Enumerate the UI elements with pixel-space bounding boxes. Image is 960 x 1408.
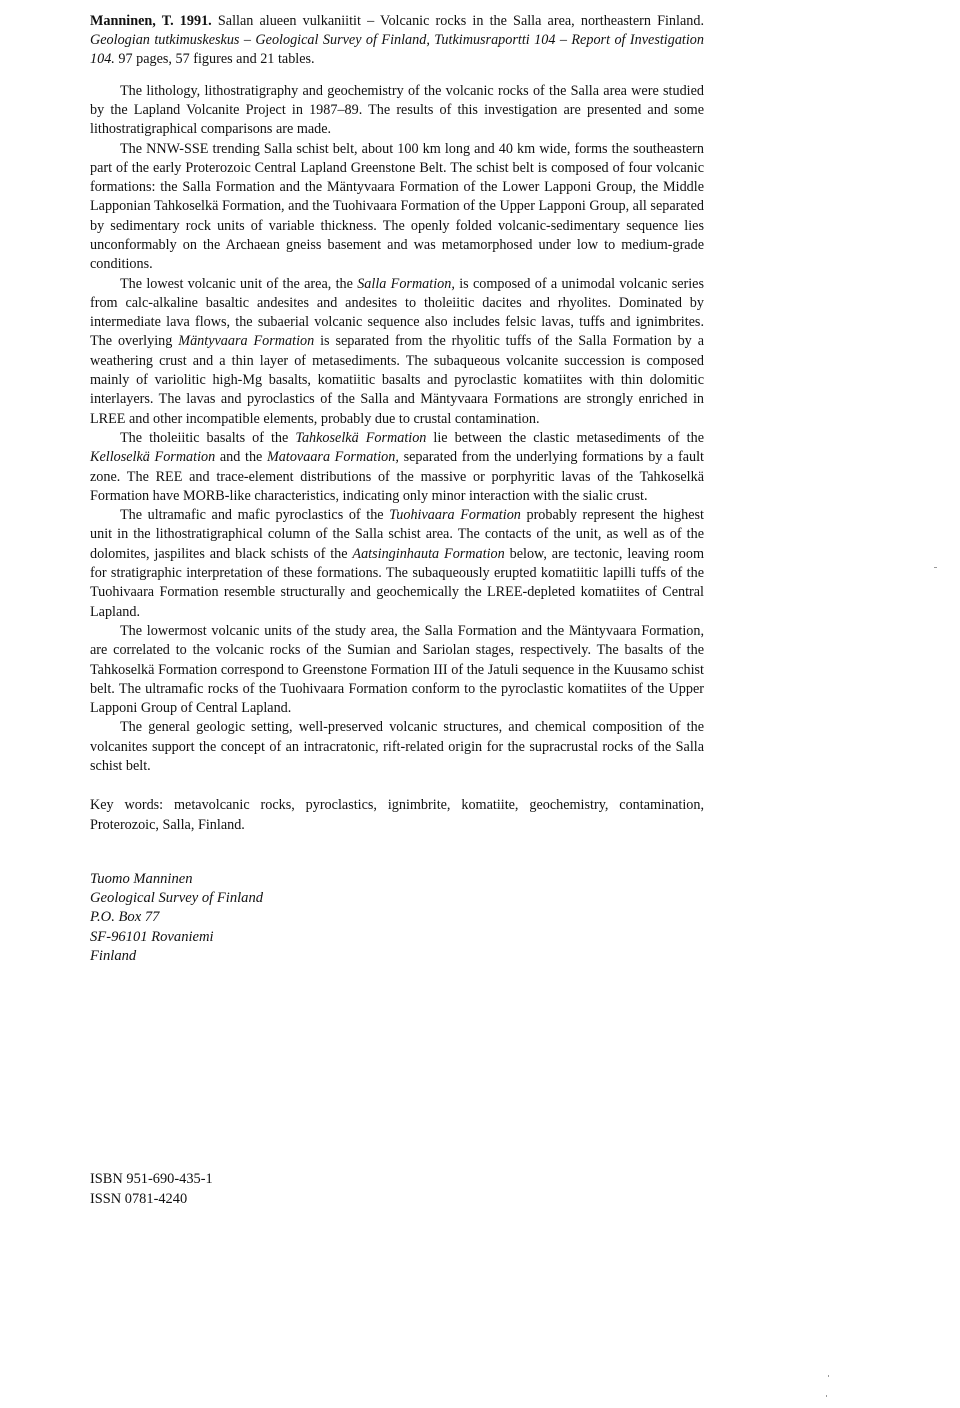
formation-name: Tahkoselkä Formation [295,429,427,446]
issn: ISSN 0781-4240 [90,1190,188,1207]
citation-author-year: Manninen, T. 1991. [90,13,212,29]
citation-series: Geologian tutkimuskeskus – Geological Survey of Finland, Tutkimusraportti 104 – Report of Investigation 104. [90,32,704,68]
text-run: is separated from the rhyolitic tuffs of the Salla Formation by a weathering crust and a thin layer of metasediments. The subaqueous volcanite succession is composed mainly of variolitic high-Mg basalts, komatiitic basalts and pyroclastic komatiites with thin dolomitic interlayers. The lavas and pyroclastics of the Salla and Mäntyvaara Formations are strongly enriched in LREE and other incompatible elements, probably due to crustal contamination. [90,333,704,427]
publication-identifiers [90,1170,213,1209]
text-run: probably represent the highest unit in the lithostratigraphical column of the Salla schist area. The contacts of the unit, as well as of the dolomites, jaspilites and black schists of the [90,507,704,562]
text-run: and the [215,449,267,466]
text-run: The lowest volcanic unit of the area, the [120,275,358,292]
abstract-paragraph: The lithology, lithostratigraphy and geochemistry of the volcanic rocks of the Salla area were studied by the Lapland Volcanite Project in 1987–89. The results of this investigation are presented and some lithostratigraphical comparisons are made. [90,82,704,138]
author-address [90,870,704,966]
abstract-paragraph: The general geologic setting, well-preserved volcanic structures, and chemical composition of the volcanites support the concept of an intracratonic, rift-related origin for the supracrustal rocks of the Salla schist belt. [90,719,704,774]
scan-speck [826,1395,827,1397]
address-line: SF-96101 Rovaniemi [90,928,214,945]
address-line: Geological Survey of Finland [90,890,264,907]
text-run: The ultramafic and mafic pyroclastics of the [120,507,390,524]
text-run: is composed of a unimodal volcanic series from calc-alkaline basaltic andesites and andesites to tholeiitic dacites and rhyolites. Dominated by intermediate lava flows, the subaerial volcanic sequence also includes felsic lavas, tuffs and ignimbrites. The overlying [90,275,704,350]
abstract-paragraph [90,275,704,429]
formation-name: Aatsinginhauta Formation [352,545,505,562]
abstract-paragraph: The NNW-SSE trending Salla schist belt, about 100 km long and 40 km wide, forms the southeastern part of the early Proterozoic Central Lapland Greenstone Belt. The schist belt is composed of four volcanic formations: the Salla Formation and the Mäntyvaara Formation of the Lower Lapponi Group, the Middle Lapponian Tahkoselkä Formation, and the Tuohivaara Formation of the Upper Lapponi Group, all separated by sedimentary rock units of variable thickness. The openly folded volcanic-sedimentary sequence lies unconformably on the Archaean gneiss basement and was metamorphosed under low to medium-grade conditions. [90,140,704,273]
formation-name: Kelloselkä Formation [90,449,216,466]
citation [90,12,704,70]
formation-name: Tuohivaara Formation [389,507,521,524]
citation-pages: 97 pages, 57 figures and 21 tables. [118,51,315,68]
formation-name: Salla Formation, [357,275,455,292]
address-line: P.O. Box 77 [90,909,160,926]
author-name: Tuomo Manninen [90,870,193,887]
abstract-paragraph: The lowermost volcanic units of the study area, the Salla Formation and the Mäntyvaara Formation, are correlated to the volcanic rocks of the Sumian and Sariolan stages, respectively. The basalts of the Tahkoselkä Formation correspond to Greenstone Formation III of the Jatuli sequence in the Kuusamo schist belt. The ultramafic rocks of the Tuohivaara Formation conform to the pyroclastic komatiites of the Upper Lapponi Group of Central Lapland. [90,622,704,717]
citation-title: Sallan alueen vulkaniitit – Volcanic rocks in the Salla area, northeastern Finland. [217,13,705,29]
isbn: ISBN 951-690-435-1 [90,1171,213,1187]
address-line: Finland [90,947,137,964]
text-run: separated from the underlying formations by a fault zone. The REE and trace-element distributions of the massive or porphyritic lavas of the Tahkoselkä Formation have MORB-like characteristics, indicating only minor interaction with the sialic crust. [90,449,704,504]
text-run: lie between the clastic metasediments of the [426,429,704,446]
scan-speck [934,567,937,568]
abstract-paragraph [90,506,704,622]
keywords: Key words: metavolcanic rocks, pyroclastics, ignimbrite, komatiite, geochemistry, contamination, Proterozoic, Salla, Finland. [90,797,704,833]
formation-name: Matovaara Formation, [266,449,399,466]
abstract [90,82,704,777]
text-run: The tholeiitic basalts of the [120,429,296,446]
text-run: below, are tectonic, leaving room for stratigraphic interpretation of these formations. The subaqueously erupted komatiitic lapilli tuffs of the Tuohivaara Formation resemble structurally and geochemically the LREE-depleted komatiites of Central Lapland. [90,545,704,620]
scan-speck [828,1375,829,1377]
abstract-paragraph [90,429,704,506]
formation-name: Mäntyvaara Formation [178,333,315,350]
document-page [90,12,704,966]
